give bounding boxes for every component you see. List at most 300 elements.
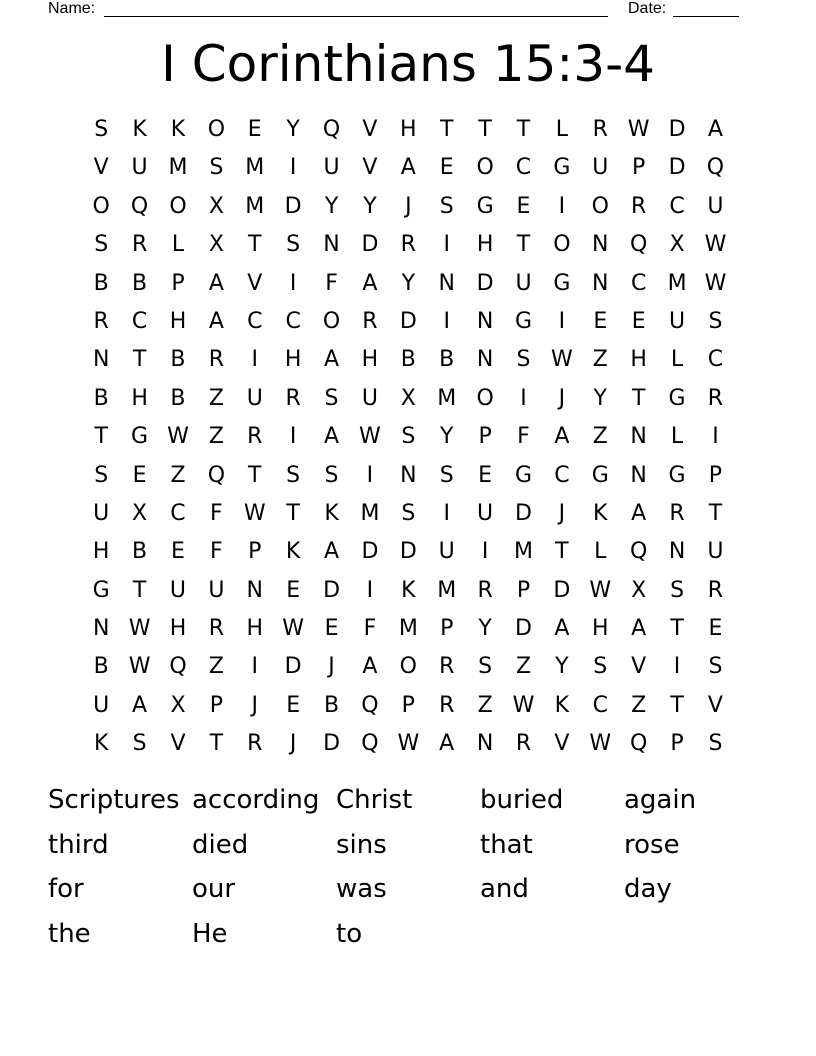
grid-cell[interactable]: P bbox=[209, 692, 223, 718]
grid-cell[interactable]: G bbox=[553, 270, 571, 296]
grid-cell[interactable]: S bbox=[209, 155, 224, 181]
grid-cell[interactable]: J bbox=[289, 731, 297, 757]
grid-cell[interactable]: Z bbox=[208, 385, 224, 411]
grid-cell[interactable]: U bbox=[361, 385, 378, 411]
grid-cell[interactable]: G bbox=[553, 155, 571, 181]
grid-cell[interactable]: N bbox=[400, 462, 417, 488]
grid-cell[interactable]: Z bbox=[208, 424, 224, 450]
grid-cell[interactable]: T bbox=[478, 117, 492, 142]
grid-cell[interactable]: X bbox=[208, 193, 224, 219]
grid-cell[interactable]: Q bbox=[322, 117, 341, 142]
grid-cell[interactable]: I bbox=[251, 654, 258, 680]
grid-cell[interactable]: L bbox=[171, 232, 185, 258]
grid-cell[interactable]: L bbox=[670, 347, 684, 373]
grid-cell[interactable]: I bbox=[558, 193, 566, 219]
word-bank-item: the bbox=[48, 918, 91, 949]
grid-cell[interactable]: Y bbox=[286, 117, 300, 142]
grid-cell[interactable]: J bbox=[405, 193, 412, 219]
grid-cell[interactable]: T bbox=[132, 347, 147, 373]
grid-cell[interactable]: R bbox=[208, 616, 225, 642]
grid-cell[interactable]: W bbox=[167, 424, 189, 450]
grid-cell[interactable]: O bbox=[553, 232, 571, 258]
grid-cell[interactable]: R bbox=[439, 654, 455, 680]
grid-cell[interactable]: A bbox=[707, 117, 723, 142]
grid-cell[interactable]: V bbox=[631, 654, 647, 680]
grid-cell[interactable]: Z bbox=[592, 347, 608, 373]
grid-cell[interactable]: K bbox=[554, 692, 570, 718]
grid-cell[interactable]: I bbox=[673, 654, 681, 680]
grid-cell[interactable]: N bbox=[438, 270, 455, 296]
grid-cell[interactable]: R bbox=[477, 577, 493, 603]
grid-cell[interactable]: T bbox=[248, 232, 262, 258]
grid-cell[interactable]: A bbox=[324, 424, 340, 450]
grid-cell[interactable]: I bbox=[251, 347, 258, 373]
grid-cell[interactable]: I bbox=[289, 424, 297, 450]
grid-cell[interactable]: Q bbox=[207, 462, 226, 488]
grid-cell[interactable]: B bbox=[93, 385, 109, 411]
grid-cell[interactable]: A bbox=[362, 270, 378, 296]
grid-cell[interactable]: C bbox=[131, 308, 148, 334]
word-bank-item: and bbox=[480, 874, 529, 904]
grid-cell[interactable]: I bbox=[443, 232, 450, 258]
grid-cell[interactable]: S bbox=[286, 462, 301, 488]
grid-cell[interactable]: D bbox=[668, 155, 686, 181]
word-bank-item: rose bbox=[624, 829, 680, 860]
grid-cell[interactable]: C bbox=[285, 308, 301, 334]
grid-cell[interactable]: D bbox=[284, 193, 302, 219]
grid-cell[interactable]: W bbox=[589, 731, 612, 757]
date-blank[interactable] bbox=[673, 16, 739, 17]
grid-cell[interactable]: D bbox=[515, 616, 532, 642]
grid-cell[interactable]: L bbox=[670, 424, 684, 450]
grid-cell[interactable]: C bbox=[170, 500, 186, 526]
grid-cell[interactable]: H bbox=[361, 347, 379, 373]
grid-cell[interactable]: H bbox=[169, 308, 187, 334]
grid-cell[interactable]: D bbox=[399, 308, 417, 334]
grid-cell[interactable]: U bbox=[438, 539, 455, 565]
grid-cell[interactable]: E bbox=[247, 117, 262, 142]
grid-cell[interactable]: G bbox=[514, 308, 533, 334]
grid-cell[interactable]: B bbox=[93, 270, 109, 296]
grid-cell[interactable]: C bbox=[669, 193, 685, 219]
grid-cell[interactable]: F bbox=[363, 616, 377, 642]
grid-cell[interactable]: C bbox=[554, 462, 570, 488]
grid-cell[interactable]: P bbox=[478, 424, 492, 450]
grid-cell[interactable]: K bbox=[170, 117, 186, 142]
grid-cell[interactable]: K bbox=[285, 539, 301, 565]
grid-cell[interactable]: S bbox=[478, 654, 493, 680]
grid-cell[interactable]: H bbox=[169, 616, 187, 642]
grid-cell[interactable]: S bbox=[401, 500, 416, 526]
grid-cell[interactable]: C bbox=[592, 692, 608, 718]
grid-cell[interactable]: N bbox=[246, 577, 263, 603]
grid-cell[interactable]: N bbox=[476, 731, 494, 757]
grid-cell[interactable]: S bbox=[132, 731, 147, 757]
grid-cell[interactable]: S bbox=[708, 308, 723, 334]
grid-cell[interactable]: R bbox=[247, 731, 263, 757]
grid-cell[interactable]: Z bbox=[631, 692, 647, 718]
grid-cell[interactable]: M bbox=[245, 155, 265, 181]
grid-cell[interactable]: I bbox=[443, 500, 450, 526]
grid-cell[interactable]: N bbox=[92, 347, 110, 373]
grid-cell[interactable]: A bbox=[208, 270, 224, 296]
grid-cell[interactable]: U bbox=[131, 155, 148, 181]
grid-cell[interactable]: W bbox=[359, 424, 381, 450]
grid-cell[interactable]: L bbox=[555, 117, 569, 142]
grid-cell[interactable]: R bbox=[515, 731, 532, 757]
grid-cell[interactable]: T bbox=[209, 731, 224, 757]
grid-cell[interactable]: W bbox=[128, 616, 151, 642]
grid-cell[interactable]: D bbox=[515, 500, 532, 526]
grid-cell[interactable]: A bbox=[132, 692, 148, 718]
grid-cell[interactable]: S bbox=[516, 347, 531, 373]
grid-cell[interactable]: K bbox=[324, 500, 339, 526]
grid-cell[interactable]: T bbox=[286, 500, 300, 526]
grid-cell[interactable]: U bbox=[669, 308, 686, 334]
grid-cell[interactable]: P bbox=[401, 692, 415, 718]
grid-cell[interactable]: W bbox=[512, 692, 535, 718]
grid-cell[interactable]: U bbox=[707, 193, 724, 219]
grid-cell[interactable]: X bbox=[132, 500, 148, 526]
grid-cell[interactable]: R bbox=[362, 308, 378, 334]
grid-cell[interactable]: B bbox=[170, 347, 186, 373]
grid-cell[interactable]: U bbox=[323, 155, 340, 181]
grid-cell[interactable]: A bbox=[324, 539, 340, 565]
grid-cell[interactable]: I bbox=[520, 385, 527, 411]
name-blank[interactable] bbox=[104, 16, 608, 17]
grid-cell[interactable]: R bbox=[669, 500, 685, 526]
grid-cell[interactable]: G bbox=[591, 462, 609, 488]
grid-cell[interactable]: A bbox=[400, 155, 416, 181]
grid-cell[interactable]: R bbox=[285, 385, 301, 411]
grid-cell[interactable]: U bbox=[246, 385, 263, 411]
word-bank-item: sins bbox=[336, 829, 387, 860]
grid-cell[interactable]: S bbox=[439, 462, 454, 488]
grid-cell[interactable]: E bbox=[286, 577, 301, 603]
grid-cell[interactable]: D bbox=[668, 117, 686, 142]
grid-cell[interactable]: H bbox=[131, 385, 148, 411]
grid-cell[interactable]: U bbox=[93, 500, 110, 526]
grid-cell[interactable]: O bbox=[591, 193, 609, 219]
grid-cell[interactable]: D bbox=[323, 577, 341, 603]
grid-cell[interactable]: Q bbox=[706, 155, 725, 181]
grid-cell[interactable]: S bbox=[94, 462, 109, 488]
grid-cell[interactable]: W bbox=[704, 270, 727, 296]
grid-cell[interactable]: S bbox=[94, 232, 109, 258]
grid-cell[interactable]: R bbox=[439, 692, 455, 718]
grid-cell[interactable]: K bbox=[593, 500, 608, 526]
grid-cell[interactable]: R bbox=[93, 308, 109, 334]
grid-cell[interactable]: Y bbox=[401, 270, 416, 296]
grid-cell[interactable]: M bbox=[437, 577, 457, 603]
grid-cell[interactable]: E bbox=[708, 616, 723, 642]
word-bank-item: third bbox=[48, 829, 109, 860]
grid-cell[interactable]: V bbox=[554, 731, 570, 757]
grid-cell[interactable]: O bbox=[92, 193, 110, 219]
grid-cell[interactable]: C bbox=[630, 270, 647, 296]
grid-cell[interactable]: H bbox=[592, 616, 609, 642]
grid-cell[interactable]: U bbox=[208, 577, 225, 603]
grid-cell[interactable]: D bbox=[476, 270, 494, 296]
grid-cell[interactable]: N bbox=[630, 424, 647, 450]
grid-cell[interactable]: X bbox=[631, 577, 647, 603]
grid-cell[interactable]: P bbox=[248, 539, 262, 565]
grid-cell[interactable]: S bbox=[324, 462, 339, 488]
grid-cell[interactable]: T bbox=[248, 462, 262, 488]
grid-cell[interactable]: H bbox=[630, 347, 647, 373]
grid-cell[interactable]: V bbox=[362, 117, 378, 142]
grid-cell[interactable]: D bbox=[284, 654, 302, 680]
grid-cell[interactable]: D bbox=[323, 731, 341, 757]
grid-cell[interactable]: J bbox=[558, 500, 566, 526]
grid-cell[interactable]: T bbox=[94, 424, 108, 450]
grid-cell[interactable]: U bbox=[515, 270, 532, 296]
grid-cell[interactable]: J bbox=[251, 692, 258, 718]
grid-cell[interactable]: P bbox=[440, 616, 454, 642]
grid-cell[interactable]: O bbox=[476, 385, 494, 411]
grid-cell[interactable]: T bbox=[708, 500, 723, 526]
grid-cell[interactable]: Z bbox=[477, 692, 493, 718]
grid-cell[interactable]: I bbox=[366, 462, 374, 488]
word-bank-item: according bbox=[192, 785, 320, 815]
grid-cell[interactable]: R bbox=[592, 117, 608, 142]
grid-cell[interactable]: B bbox=[132, 270, 148, 296]
grid-cell[interactable]: U bbox=[477, 500, 494, 526]
grid-cell[interactable]: T bbox=[631, 385, 646, 411]
grid-cell[interactable]: M bbox=[360, 500, 380, 526]
grid-cell[interactable]: P bbox=[632, 155, 646, 181]
grid-cell[interactable]: O bbox=[207, 117, 226, 142]
grid-cell[interactable]: N bbox=[668, 539, 686, 565]
grid-cell[interactable]: Z bbox=[208, 654, 224, 680]
grid-cell[interactable]: Q bbox=[630, 731, 648, 757]
grid-cell[interactable]: S bbox=[593, 654, 608, 680]
grid-cell[interactable]: M bbox=[398, 616, 418, 642]
grid-cell[interactable]: W bbox=[704, 232, 727, 258]
grid-cell[interactable]: C bbox=[247, 308, 263, 334]
grid-cell[interactable]: I bbox=[558, 308, 566, 334]
grid-cell[interactable]: L bbox=[594, 539, 607, 565]
grid-cell[interactable]: X bbox=[170, 692, 186, 718]
grid-cell[interactable]: D bbox=[361, 539, 379, 565]
grid-cell[interactable]: T bbox=[670, 616, 684, 642]
grid-cell[interactable]: T bbox=[516, 232, 531, 258]
page-title: I Corinthians 15:3-4 bbox=[161, 35, 655, 93]
grid-cell[interactable]: H bbox=[476, 232, 494, 258]
grid-cell[interactable]: B bbox=[93, 654, 109, 680]
grid-cell[interactable]: A bbox=[324, 347, 340, 373]
grid-cell[interactable]: N bbox=[630, 462, 647, 488]
grid-cell[interactable]: E bbox=[631, 308, 646, 334]
grid-cell[interactable]: X bbox=[208, 232, 224, 258]
grid-cell[interactable]: G bbox=[92, 577, 110, 603]
grid-cell[interactable]: E bbox=[171, 539, 185, 565]
grid-cell[interactable]: E bbox=[478, 462, 493, 488]
grid-cell[interactable]: D bbox=[553, 577, 571, 603]
grid-cell[interactable]: H bbox=[246, 616, 264, 642]
grid-cell[interactable]: H bbox=[92, 539, 110, 565]
grid-cell[interactable]: V bbox=[362, 155, 378, 181]
grid-cell[interactable]: S bbox=[708, 731, 723, 757]
grid-cell[interactable]: I bbox=[443, 308, 450, 334]
grid-cell[interactable]: P bbox=[171, 270, 185, 296]
grid-cell[interactable]: X bbox=[669, 232, 685, 258]
grid-cell[interactable]: E bbox=[593, 308, 608, 334]
grid-cell[interactable]: C bbox=[707, 347, 724, 373]
grid-cell[interactable]: B bbox=[170, 385, 186, 411]
grid-cell[interactable]: U bbox=[93, 692, 110, 718]
grid-cell[interactable]: Z bbox=[170, 462, 186, 488]
grid-cell[interactable]: R bbox=[131, 232, 148, 258]
grid-cell[interactable]: W bbox=[243, 500, 266, 526]
grid-cell[interactable]: Y bbox=[363, 193, 377, 219]
grid-cell[interactable]: I bbox=[481, 539, 489, 565]
grid-cell[interactable]: T bbox=[132, 577, 147, 603]
grid-cell[interactable]: P bbox=[708, 462, 723, 488]
grid-cell[interactable]: O bbox=[169, 193, 187, 219]
grid-cell[interactable]: T bbox=[670, 692, 684, 718]
grid-cell[interactable]: I bbox=[712, 424, 719, 450]
grid-cell[interactable]: R bbox=[247, 424, 263, 450]
grid-cell[interactable]: F bbox=[517, 424, 530, 450]
grid-cell[interactable]: H bbox=[284, 347, 302, 373]
grid-cell[interactable]: G bbox=[668, 462, 686, 488]
grid-cell[interactable]: S bbox=[324, 385, 339, 411]
grid-cell[interactable]: J bbox=[328, 654, 335, 680]
grid-cell[interactable]: C bbox=[515, 155, 532, 181]
grid-cell[interactable]: T bbox=[516, 117, 531, 142]
grid-cell[interactable]: E bbox=[324, 616, 339, 642]
grid-cell[interactable]: W bbox=[627, 117, 650, 142]
grid-cell[interactable]: G bbox=[668, 385, 686, 411]
grid-cell[interactable]: I bbox=[289, 155, 297, 181]
grid-cell[interactable]: S bbox=[439, 193, 454, 219]
grid-cell[interactable]: B bbox=[323, 692, 340, 718]
grid-cell[interactable]: A bbox=[439, 731, 455, 757]
grid-cell[interactable]: I bbox=[289, 270, 297, 296]
grid-cell[interactable]: Y bbox=[555, 654, 569, 680]
grid-cell[interactable]: S bbox=[708, 654, 723, 680]
grid-cell[interactable]: U bbox=[169, 577, 187, 603]
grid-cell[interactable]: A bbox=[554, 616, 570, 642]
grid-cell[interactable]: M bbox=[667, 270, 687, 296]
grid-cell[interactable]: O bbox=[476, 155, 494, 181]
grid-cell[interactable]: G bbox=[514, 462, 533, 488]
grid-cell[interactable]: R bbox=[631, 193, 647, 219]
grid-cell[interactable]: A bbox=[631, 616, 647, 642]
grid-cell[interactable]: E bbox=[439, 155, 454, 181]
grid-cell[interactable]: E bbox=[132, 462, 147, 488]
grid-cell[interactable]: O bbox=[399, 654, 417, 680]
grid-cell[interactable]: A bbox=[631, 500, 647, 526]
grid-cell[interactable]: Z bbox=[592, 424, 608, 450]
grid-cell[interactable]: F bbox=[210, 500, 223, 526]
grid-cell[interactable]: N bbox=[476, 308, 494, 334]
grid-cell[interactable]: T bbox=[555, 539, 569, 565]
grid-cell[interactable]: O bbox=[322, 308, 341, 334]
grid-cell[interactable]: Q bbox=[630, 539, 648, 565]
grid-cell[interactable]: R bbox=[707, 577, 724, 603]
grid-cell[interactable]: W bbox=[128, 654, 151, 680]
word-bank-item: died bbox=[192, 829, 249, 860]
grid-cell[interactable]: V bbox=[247, 270, 263, 296]
grid-cell[interactable]: S bbox=[670, 577, 685, 603]
grid-cell[interactable]: D bbox=[361, 232, 379, 258]
grid-cell[interactable]: M bbox=[168, 155, 188, 181]
grid-cell[interactable]: W bbox=[282, 616, 305, 642]
grid-cell[interactable]: A bbox=[554, 424, 570, 450]
grid-cell[interactable]: F bbox=[325, 270, 338, 296]
grid-cell[interactable]: S bbox=[94, 117, 109, 142]
grid-cell[interactable]: I bbox=[366, 577, 374, 603]
grid-cell[interactable]: Q bbox=[361, 731, 379, 757]
grid-cell[interactable]: Z bbox=[515, 654, 532, 680]
grid-cell[interactable]: M bbox=[514, 539, 533, 565]
grid-cell[interactable]: B bbox=[439, 347, 455, 373]
grid-cell[interactable]: R bbox=[208, 347, 225, 373]
grid-cell[interactable]: X bbox=[400, 385, 416, 411]
grid-cell[interactable]: A bbox=[208, 308, 224, 334]
grid-cell[interactable]: W bbox=[397, 731, 420, 757]
grid-cell[interactable]: Y bbox=[478, 616, 492, 642]
grid-cell[interactable]: P bbox=[670, 731, 684, 757]
grid-cell[interactable]: Y bbox=[593, 385, 607, 411]
grid-cell[interactable]: W bbox=[551, 347, 573, 373]
grid-cell[interactable]: M bbox=[245, 193, 265, 219]
grid-cell[interactable]: Q bbox=[361, 692, 379, 718]
grid-cell[interactable]: G bbox=[131, 424, 149, 450]
grid-cell[interactable]: K bbox=[132, 117, 147, 142]
grid-cell[interactable]: U bbox=[592, 155, 609, 181]
grid-cell[interactable]: V bbox=[707, 692, 723, 718]
grid-cell[interactable]: K bbox=[93, 731, 109, 757]
grid-cell[interactable]: W bbox=[589, 577, 612, 603]
date-label: Date: bbox=[628, 0, 667, 17]
grid-cell[interactable]: K bbox=[401, 577, 416, 603]
grid-cell[interactable]: S bbox=[286, 232, 301, 258]
grid-cell[interactable]: Q bbox=[130, 193, 149, 219]
grid-cell[interactable]: U bbox=[707, 539, 724, 565]
grid-cell[interactable]: N bbox=[592, 270, 609, 296]
grid-cell[interactable]: R bbox=[707, 385, 724, 411]
grid-cell[interactable]: R bbox=[400, 232, 416, 258]
grid-cell[interactable]: Y bbox=[324, 193, 339, 219]
grid-cell[interactable]: H bbox=[400, 117, 417, 142]
grid-cell[interactable]: N bbox=[323, 232, 340, 258]
grid-cell[interactable]: N bbox=[476, 347, 494, 373]
grid-cell[interactable]: S bbox=[401, 424, 416, 450]
grid-cell[interactable]: N bbox=[92, 616, 110, 642]
grid-cell[interactable]: Y bbox=[439, 424, 454, 450]
grid-cell[interactable]: V bbox=[93, 155, 109, 181]
grid-cell[interactable]: E bbox=[516, 193, 531, 219]
grid-cell[interactable]: V bbox=[170, 731, 186, 757]
grid-cell[interactable]: N bbox=[592, 232, 609, 258]
grid-cell[interactable]: B bbox=[132, 539, 148, 565]
grid-cell[interactable]: F bbox=[210, 539, 223, 565]
grid-cell[interactable]: G bbox=[476, 193, 494, 219]
grid-cell[interactable]: D bbox=[399, 539, 417, 565]
grid-cell[interactable]: M bbox=[437, 385, 457, 411]
grid-cell[interactable]: Q bbox=[169, 654, 187, 680]
grid-cell[interactable]: P bbox=[516, 577, 531, 603]
grid-cell[interactable]: T bbox=[439, 117, 454, 142]
grid-cell[interactable]: A bbox=[362, 654, 378, 680]
grid-cell[interactable]: Q bbox=[630, 232, 648, 258]
grid-cell[interactable]: E bbox=[286, 692, 301, 718]
grid-cell[interactable]: J bbox=[558, 385, 566, 411]
grid-cell[interactable]: B bbox=[400, 347, 416, 373]
